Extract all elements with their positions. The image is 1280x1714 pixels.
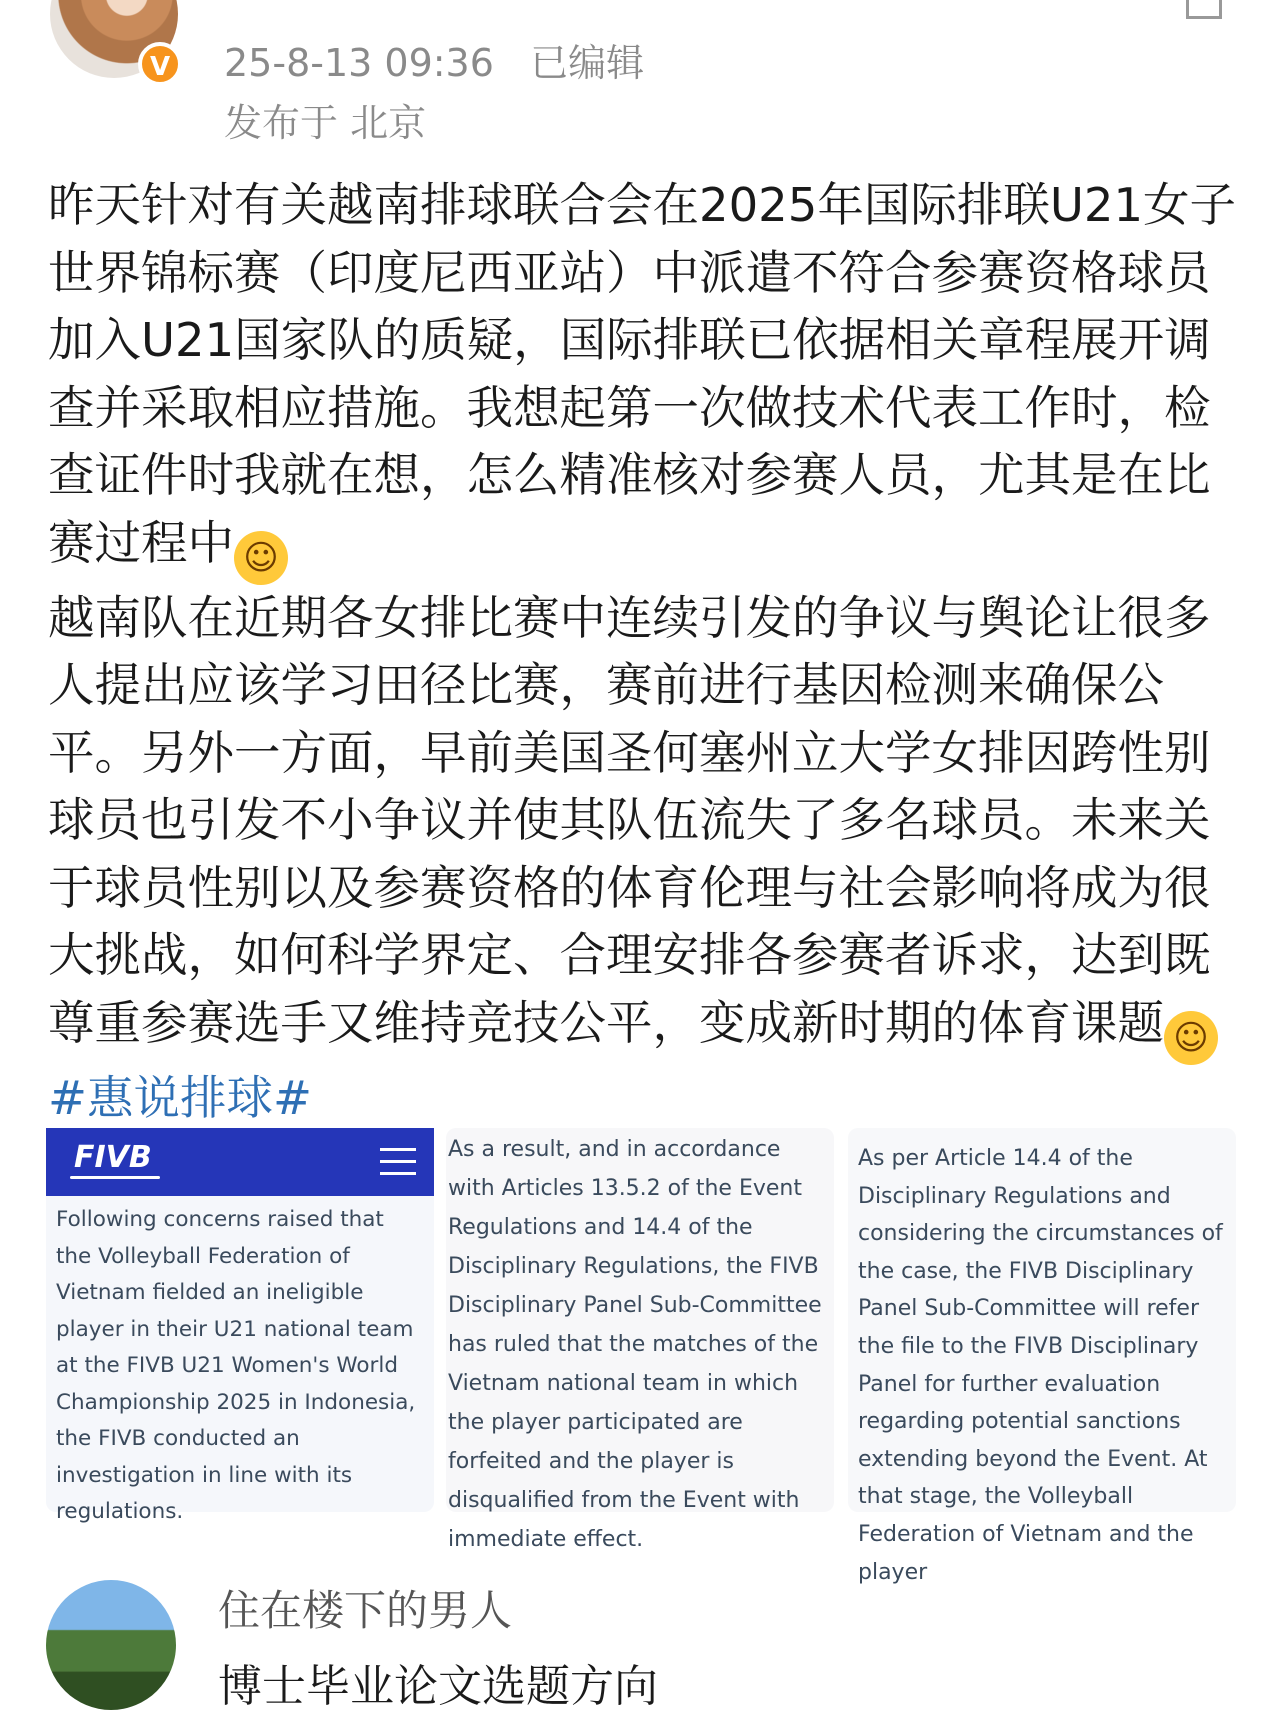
- post-location: 发布于 北京: [224, 101, 427, 145]
- image-text: Following concerns raised that the Volleyball Federation of Vietnam fielded an ineligible player in their U21 national team at the FIVB U21 Women's World Championship 2025 in Indonesia, the FIVB conducted an investigation in line with its regulations.: [56, 1207, 416, 1524]
- hamburger-menu-icon: [380, 1148, 416, 1184]
- post-timestamp: 25-8-13 09:36: [224, 41, 494, 85]
- post-image-1[interactable]: [46, 1128, 434, 1524]
- post-body: [48, 172, 1238, 1132]
- paragraph-text-2: 越南队在近期各女排比赛中连续引发的争议与舆论让很多人提出应该学习田径比赛，赛前进行基因检测来确保公平。另外一方面，早前美国圣何塞州立大学女排因跨性别球员也引发不小争议并使其队伍流失了多名球员。未来关于球员性别以及参赛资格的体育伦理与社会影响将成为很大挑战，如何科学界定、合理安排各参赛者诉求，达到既尊重参赛选手又维持竞技公平，变成新时期的体育课题: [48, 590, 1211, 1050]
- fivb-header: [46, 1128, 434, 1196]
- hashtag-link[interactable]: #惠说排球#: [48, 1070, 312, 1125]
- post-meta: [224, 32, 644, 87]
- post-paragraph: [48, 585, 1238, 1133]
- edited-label: 已编辑: [530, 41, 645, 85]
- commenter-username[interactable]: 住在楼下的男人: [218, 1586, 513, 1635]
- fivb-logo-swoosh: [70, 1176, 160, 1179]
- image-text: As a result, and in accordance with Articles 13.5.2 of the Event Regulations and 14.4 of the Disciplinary Regulations, the FIVB Disciplinary Panel Sub-Committee has ruled that the matches of the Vietnam national team in which the player participated are forfeited and the player is disqualified from the Event with immediate effect.: [448, 1137, 822, 1552]
- bookmark-icon[interactable]: [1186, 0, 1222, 19]
- post-paragraph: [48, 172, 1238, 585]
- verified-badge-icon: V: [138, 42, 182, 86]
- grinning-sweat-emoji-icon: ☺: [234, 531, 288, 585]
- post-image-2[interactable]: [446, 1128, 834, 1552]
- comment-preview: 博士毕业论文选题方向: [218, 1661, 658, 1712]
- commenter-avatar[interactable]: [46, 1580, 176, 1710]
- monocle-face-emoji-icon: ☺: [1164, 1011, 1218, 1065]
- image-text: As per Article 14.4 of the Disciplinary Regulations and considering the circumstances of the case, the FIVB Disciplinary Panel Sub-Committee will refer the file to the FIVB Disciplinary Panel for further evaluation regarding potential sanctions extending beyond the Event. At that stage, the Volleyball Federation of Vietnam and the player: [858, 1146, 1223, 1585]
- post-image-3[interactable]: [848, 1128, 1236, 1585]
- fivb-logo: FIVB: [74, 1140, 152, 1175]
- paragraph-text-1: 昨天针对有关越南排球联合会在2025年国际排联U21女子世界锦标赛（印度尼西亚站）中派遣不符合参赛资格球员加入U21国家队的质疑，国际排联已依据相关章程展开调查并采取相应措施。我想起第一次做技术代表工作时，检查证件时我就在想，怎么精准核对参赛人员，尤其是在比赛过程中: [48, 178, 1237, 570]
